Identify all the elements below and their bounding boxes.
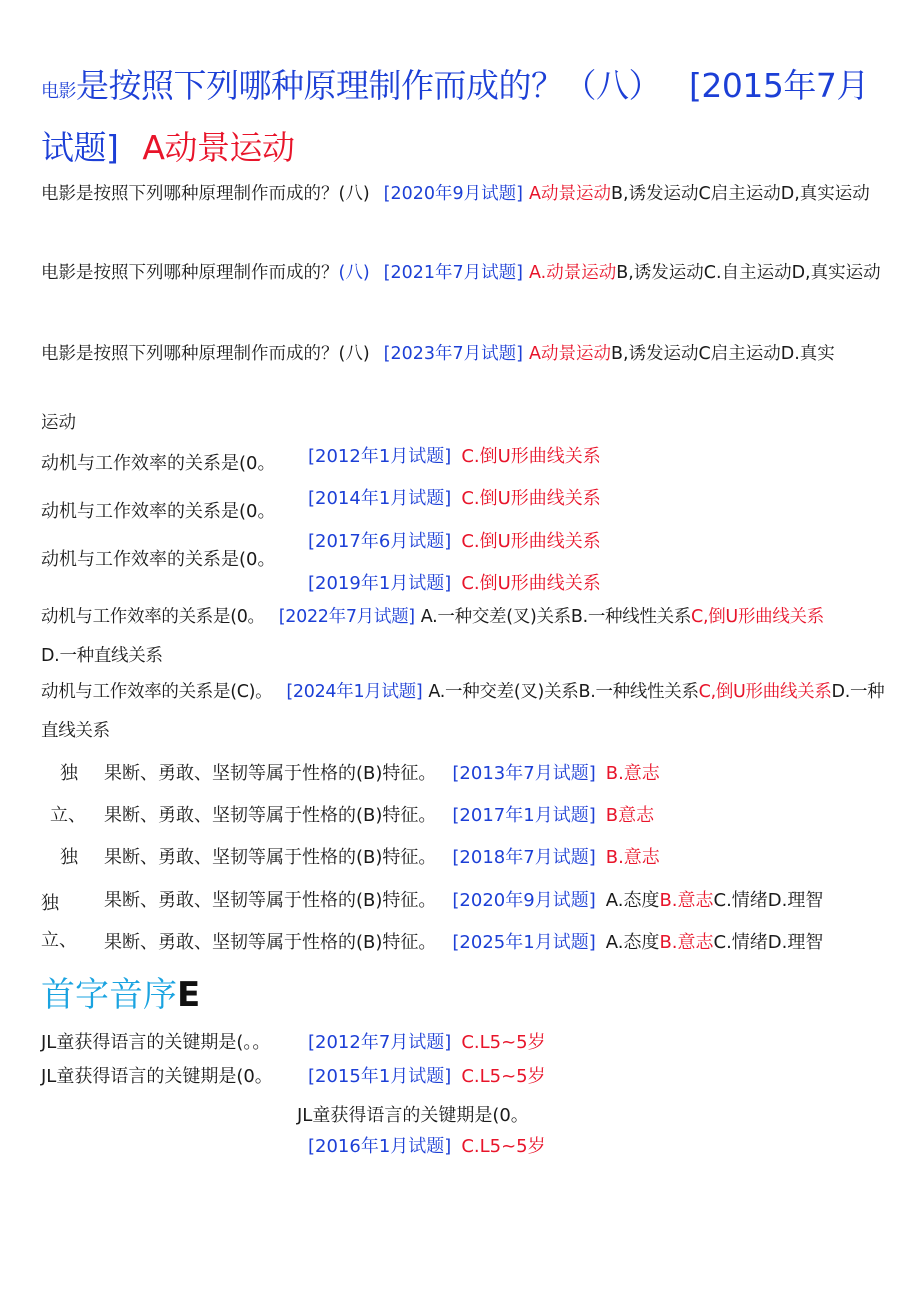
motive-tag-row-4: [2019年1月试题] C.倒U形曲线关系	[308, 573, 601, 594]
margin-char-3: 独	[60, 847, 78, 868]
title-answer: A动景运动	[142, 128, 295, 167]
margin-char-2: 立、	[50, 805, 86, 826]
movie-item-3: 电影是按照下列哪种原理制作而成的？(八) [2023年7月试题] A动景运动B,诱发运动C启主运动D.真实	[41, 344, 835, 364]
movie-item-3-cont: 运动	[41, 413, 76, 433]
motive-tag-row-2: [2014年1月试题] C.倒U形曲线关系	[308, 488, 601, 509]
motive-tag-row-1: [2012年1月试题] C.倒U形曲线关系	[308, 446, 601, 467]
margin-char-5: 立、	[41, 930, 77, 951]
motive-q-2: 动机与工作效率的关系是(0。	[41, 501, 276, 522]
movie-item-2: 电影是按照下列哪种原理制作而成的？(八) [2021年7月试题] A.动景运动B,诱发运动C.自主运动D,真实运动	[41, 263, 881, 283]
trait-row-3: 果断、勇敢、坚韧等属于性格的(B)特征。 [2018年7月试题] B.意志	[104, 847, 660, 868]
movie-item-1: 电影是按照下列哪种原理制作而成的？(八) [2020年9月试题] A动景运动B,诱发运动C启主运动D,真实运动	[41, 184, 870, 204]
child-q-2: JL童获得语言的关键期是(0。	[41, 1066, 273, 1087]
title-lead: 电影	[41, 81, 76, 102]
child-tag-row-2: [2015年1月试题] C.L5~5岁	[308, 1066, 546, 1087]
child-tag-row-3: [2016年1月试题] C.L5~5岁	[308, 1136, 546, 1157]
trait-row-4: 果断、勇敢、坚韧等属于性格的(B)特征。 [2020年9月试题] A.态度B.意志C.情绪D.理智	[104, 890, 824, 911]
trait-row-1: 果断、勇敢、坚韧等属于性格的(B)特征。 [2013年7月试题] B.意志	[104, 763, 660, 784]
child-q-1: JL童获得语言的关键期是(。。	[41, 1032, 271, 1053]
motive-long-1: 动机与工作效率的关系是(0。 [2022年7月试题] A.一种交差(叉)关系B.一种线性关系C,倒U形曲线关系 D.一种直线关系	[41, 607, 824, 666]
child-tag-row-1: [2012年7月试题] C.L5~5岁	[308, 1032, 546, 1053]
child-q-3: JL童获得语言的关键期是(0。	[297, 1105, 529, 1126]
motive-q-3: 动机与工作效率的关系是(0。	[41, 549, 276, 570]
section-header: 首字音序E	[41, 975, 201, 1015]
motive-q-1: 动机与工作效率的关系是(0。	[41, 453, 276, 474]
motive-tag-row-3: [2017年6月试题] C.倒U形曲线关系	[308, 531, 601, 552]
motive-long-2: 动机与工作效率的关系是(C)。 [2024年1月试题] A.一种交差(叉)关系B.一种线性关系C,倒U形曲线关系D.一种直线关系	[41, 682, 885, 741]
page-title	[41, 58, 886, 176]
title-tag: [2015年7月试题]	[41, 66, 869, 167]
trait-row-2: 果断、勇敢、坚韧等属于性格的(B)特征。 [2017年1月试题] B意志	[104, 805, 655, 826]
title-question: 是按照下列哪种原理制作而成的？（八）	[76, 66, 661, 105]
margin-char-4: 独	[41, 893, 59, 914]
trait-row-5: 果断、勇敢、坚韧等属于性格的(B)特征。 [2025年1月试题] A.态度B.意志C.情绪D.理智	[104, 932, 824, 953]
margin-char-1: 独	[60, 763, 78, 784]
